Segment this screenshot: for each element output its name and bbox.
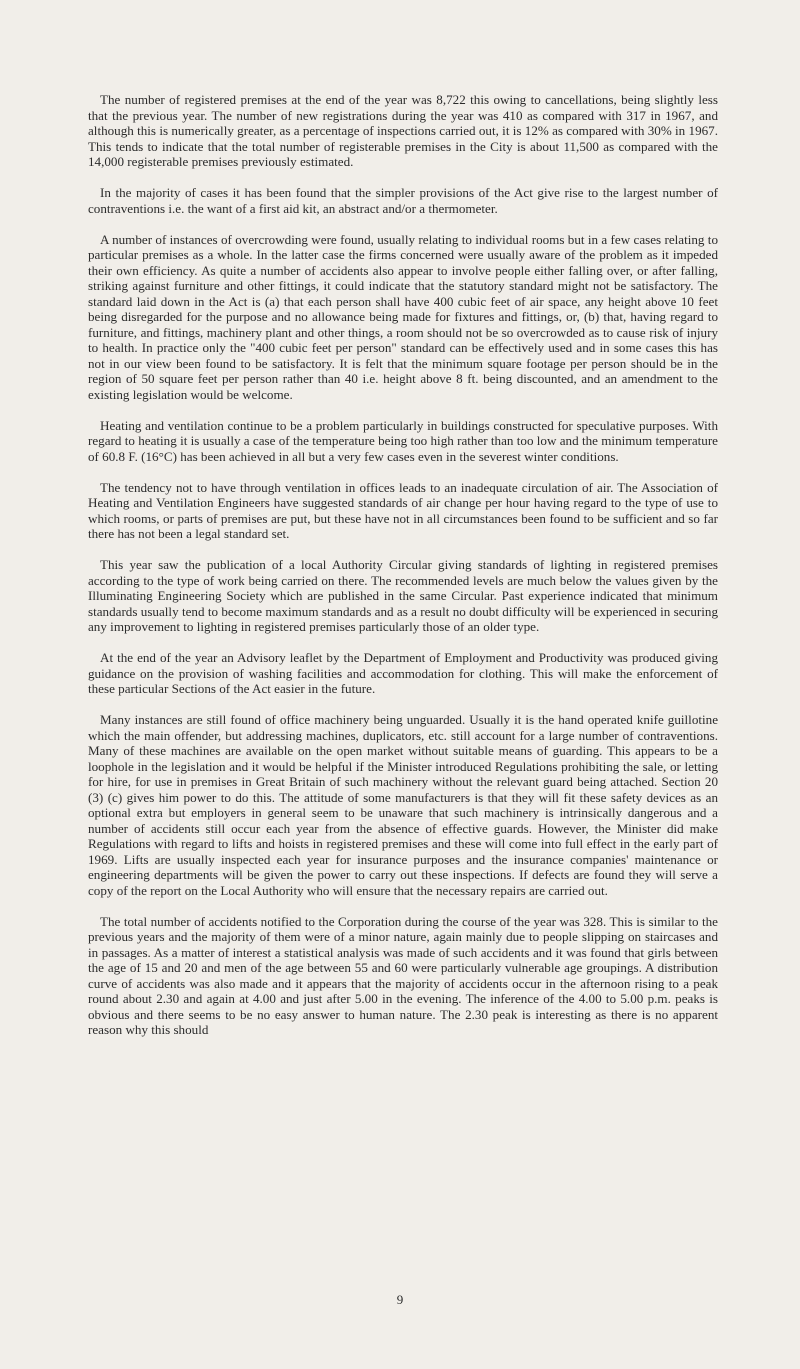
page-number: 9 <box>396 1292 404 1307</box>
paragraph-registrations: The number of registered premises at the end of the year was 8,722 this owing to cancellations, being slightly less that the previous year. The number of new registrations during the year was 410 as compared with 317 in 1967, and although this is numerically greater, as a percentage of inspections carried out, it is 12% as compared with 30% in 1967. This tends to indicate that the total number of registerable premises in the City is about 11,500 as compared with the 14,000 registerable premises previously estimated. <box>88 92 718 169</box>
paragraph-overcrowding: A number of instances of overcrowding were found, usually relating to individual rooms but in a few cases relating to particular premises as a whole. In the latter case the firms concerned were usually aware of the problem as it impeded their own efficiency. As quite a number of accidents also appear to involve people either falling over, or after falling, striking against furniture and other fittings, it could indicate that the statutory standard might not be satisfactory. The standard laid down in the Act is (a) that each person shall have 400 cubic feet of air space, any height above 10 feet being disregarded for the purpose and no allowance being made for fixtures and fittings, or, (b) that, having regard to furniture, and fittings, machinery plant and other things, a room should not be so overcrowded as to cause risk of injury to health. In practice only the "400 cubic feet per person" standard can be effectively used and in some cases this has not in our view been found to be satisfactory. It is felt that the minimum square footage per person should be in the region of 50 square feet per person rather than 40 i.e. height above 8 ft. being discounted, and an amendment to the existing legislation would be welcome. <box>88 231 718 402</box>
body-text <box>88 92 718 1053</box>
paragraph-contraventions: In the majority of cases it has been found that the simpler provisions of the Act give rise to the largest number of contraventions i.e. the want of a first aid kit, an abstract and/or a thermometer. <box>88 185 718 216</box>
paragraph-accidents: The total number of accidents notified to the Corporation during the course of the year was 328. This is similar to the previous years and the majority of them were of a minor nature, again mainly due to people slipping on staircases and in passages. As a matter of interest a statistical analysis was made of such accidents and it was found that girls between the age of 15 and 20 and men of the age between 55 and 60 were particularly vulnerable age groupings. A distribution curve of accidents was also made and it appears that the majority of accidents occur in the afternoon rising to a peak round about 2.30 and again at 4.00 and just after 5.00 in the evening. The inference of the 4.00 to 5.00 p.m. peaks is obvious and there seems to be no easy answer to human nature. The 2.30 peak is interesting as there is no apparent reason why this should <box>88 913 718 1037</box>
paragraph-ventilation: The tendency not to have through ventilation in offices leads to an inadequate circulation of air. The Association of Heating and Ventilation Engineers have suggested standards of air change per hour having regard to the type of use to which rooms, or parts of premises are put, but these have not in all circumstances been found to be sufficient and so far there has not been a legal standard set. <box>88 479 718 541</box>
paragraph-lighting: This year saw the publication of a local Authority Circular giving standards of lighting in registered premises according to the type of work being carried on there. The recommended levels are much below the values given by the Illuminating Engineering Society which are published in the same Circular. Past experience indicated that minimum standards usually tend to become maximum standards and as a result no doubt difficulty will be experienced in securing any improvement to lighting in registered premises particularly those of an older type. <box>88 557 718 634</box>
paragraph-machinery: Many instances are still found of office machinery being unguarded. Usually it is the hand operated knife guillotine which the main offender, but addressing machines, duplicators, etc. still account for a large number of contraventions. Many of these machines are available on the open market without suitable means of guarding. This appears to be a loophole in the legislation and it would be helpful if the Minister introduced Regulations prohibiting the sale, or letting for hire, for use in premises in Great Britain of such machinery without the relevant guard being attached. Section 20 (3) (c) gives him power to do this. The attitude of some manufacturers is that they will fit these safety devices as an optional extra but employers in general seem to be unaware that such machinery is intrinsically dangerous and a number of accidents still occur each year from the absence of effective guards. However, the Minister did make Regulations with regard to lifts and hoists in registered premises and these will come into full effect in the early part of 1969. Lifts are usually inspected each year for insurance purposes and the insurance companies' maintenance or engineering departments will be given the power to carry out these inspections. If defects are found they will serve a copy of the report on the Local Authority who will ensure that the necessary repairs are carried out. <box>88 712 718 898</box>
paragraph-heating: Heating and ventilation continue to be a problem particularly in buildings constructed for speculative purposes. With regard to heating it is usually a case of the temperature being too high rather than too low and the minimum temperature of 60.8 F. (16°C) has been achieved in all but a very few cases even in the severest winter conditions. <box>88 417 718 464</box>
paragraph-washing-facilities: At the end of the year an Advisory leaflet by the Department of Employment and Productivity was produced giving guidance on the provision of washing facilities and accommodation for clothing. This will make the enforcement of these particular Sections of the Act easier in the future. <box>88 650 718 696</box>
